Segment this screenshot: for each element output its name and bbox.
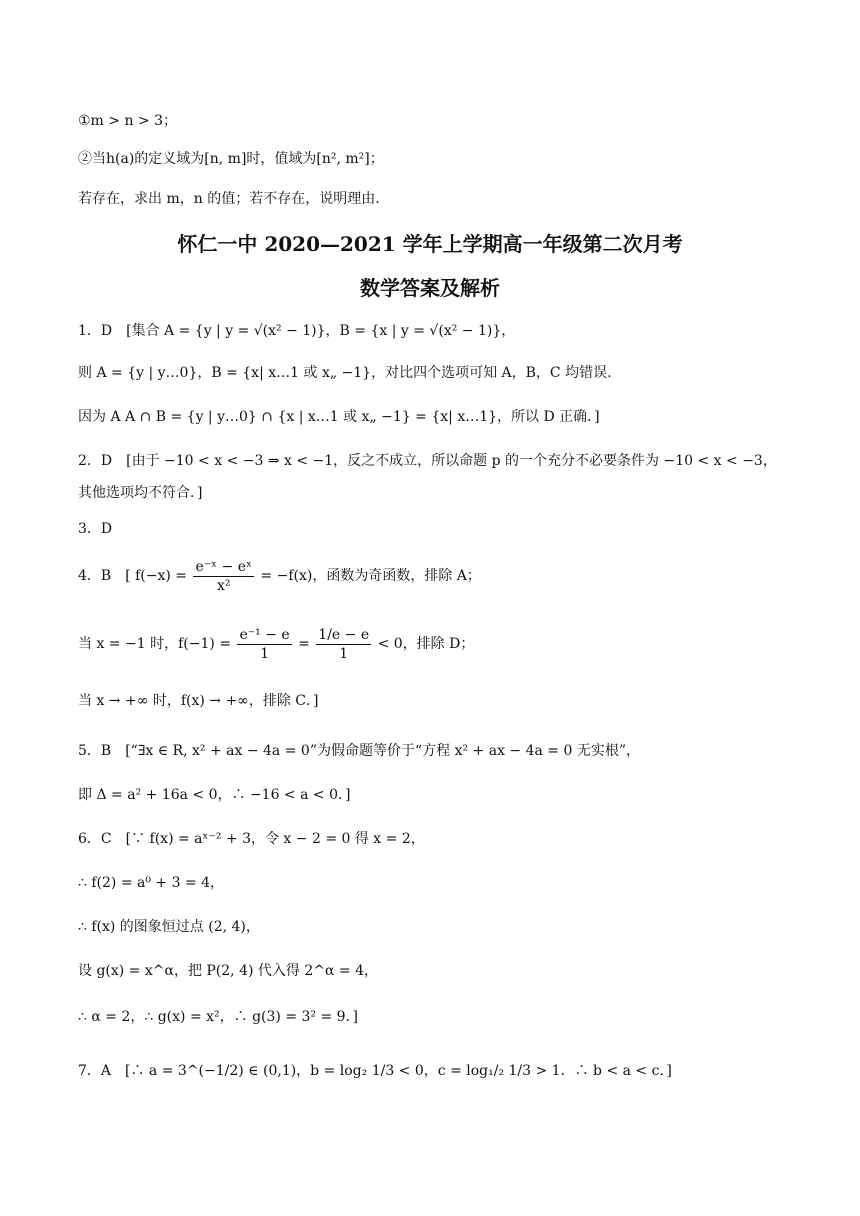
document-subtitle: 数学答案及解析 [360, 276, 500, 300]
answer-4-line-3: 当 x → +∞ 时，f(x) → +∞，排除 C．] [78, 693, 319, 709]
question-prompt: 若存在，求出 m，n 的值；若不存在，说明理由. [78, 191, 380, 207]
answer-6-line-5: ∴ α = 2，∴ g(x) = x²，∴ g(3) = 3² = 9．] [78, 1009, 359, 1025]
equals-sign: = [298, 636, 310, 652]
answer-6-line-2: ∴ f(2) = a⁰ + 3 = 4， [78, 875, 225, 891]
answer-2-line-2: 其他选项均不符合．] [78, 485, 203, 501]
fraction [237, 626, 291, 663]
document-title: 怀仁一中 2020—2021 学年上学期高一年级第二次月考 [177, 232, 683, 256]
answer-4-suffix: = −f(x)，函数为奇函数，排除 A； [260, 568, 481, 584]
condition-2: ②当h(a)的定义域为[n, m]时，值域为[n², m²]； [78, 151, 384, 167]
condition-1: ①m > n > 3； [78, 113, 178, 129]
answer-4-line-2 [78, 624, 820, 668]
fraction-denominator: 1 [260, 645, 270, 662]
answer-6-line-4: 设 g(x) = x^α，把 P(2, 4) 代入得 2^α = 4， [78, 963, 378, 979]
fraction [316, 626, 371, 663]
answer-3-line-1: 3．D [78, 521, 113, 537]
answer-4-line-2-suffix: < 0，排除 D； [377, 636, 475, 652]
answer-5-line-2: 即 Δ = a² + 16a < 0，∴ −16 < a < 0．] [78, 787, 351, 803]
answer-5-line-1: 5．B [“∃x ∈ R, x² + ax − 4a = 0”为假命题等价于“方程 x² + ax − 4a = 0 无实根”， [78, 743, 640, 759]
fraction-numerator: e⁻¹ − e [239, 626, 290, 643]
answer-4-prefix: 4．B [ f(−x) = [78, 568, 188, 584]
fraction-numerator: 1/e − e [318, 626, 370, 643]
answer-1-line-1: 1．D [集合 A = {y | y = √(x² − 1)}，B = {x | y = √(x² − 1)}， [78, 323, 516, 339]
answer-4-line-2-prefix: 当 x = −1 时，f(−1) = [78, 636, 231, 652]
answer-7-line-1: 7．A [∴ a = 3^(−1/2) ∈ (0,1)，b = log₂ 1/3 < 0，c = log₁/₂ 1/3 > 1．∴ b < a < c．] [78, 1063, 672, 1079]
answer-1-line-2: 则 A = {y | y…0}，B = {x| x…1 或 x„ −1}，对比四个选项可知 A，B，C 均错误. [78, 365, 612, 381]
fraction-denominator: 1 [339, 645, 349, 662]
answer-6-line-1: 6．C [∵ f(x) = aˣ⁻² + 3，令 x − 2 = 0 得 x = 2， [78, 831, 425, 847]
answer-1-line-3: 因为 A A ∩ B = {y | y…0} ∩ {x | x…1 或 x„ −1} = {x| x…1}，所以 D 正确．] [78, 409, 600, 425]
answer-4-line-1 [78, 556, 820, 600]
answer-6-line-3: ∴ f(x) 的图象恒过点 (2, 4)， [78, 919, 260, 935]
fraction [193, 558, 253, 595]
fraction-numerator: e⁻ˣ − eˣ [195, 558, 252, 575]
answer-2-line-1: 2．D [由于 −10 < x < −3 ⇒ x < −1，反之不成立，所以命题 p 的一个充分不必要条件为 −10 < x < −3， [78, 453, 777, 469]
fraction-denominator: x² [216, 577, 231, 594]
